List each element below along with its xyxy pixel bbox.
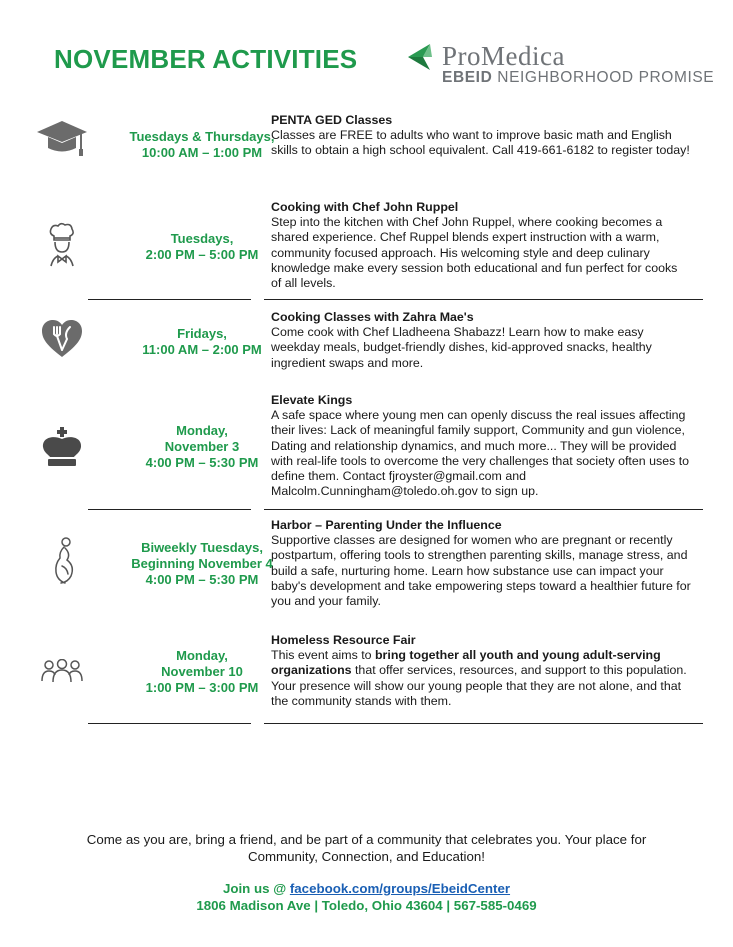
pregnant-woman-icon (34, 536, 90, 586)
activity-heading: Homeless Resource Fair (271, 633, 416, 647)
activity-body: This event aims to bring together all youth and young adult-serving organizations that offer services, resources, and support to this population. Your presence will show our young people that they are not alone, and that the community stands with them. (271, 648, 687, 708)
heart-utensils-icon (34, 319, 90, 359)
promedica-arrow-icon (406, 42, 436, 72)
page-title: NOVEMBER ACTIVITIES (54, 44, 358, 74)
activity-when: Monday, November 10 1:00 PM – 3:00 PM (145, 648, 259, 695)
chef-icon (34, 222, 90, 268)
join-line: Join us @ facebook.com/groups/EbeidCenter (222, 881, 511, 896)
activity-row (34, 518, 704, 613)
activity-when: Biweekly Tuesdays, Beginning November 4 4:00 PM – 5:30 PM (131, 540, 273, 587)
activity-row (34, 310, 704, 380)
activity-heading: Harbor – Parenting Under the Influence (271, 518, 502, 532)
activity-description (271, 200, 691, 291)
activity-row (34, 393, 704, 503)
row-divider (264, 723, 703, 724)
row-divider (264, 509, 703, 510)
activity-when: Fridays, 11:00 AM – 2:00 PM (142, 326, 262, 357)
activity-body: Come cook with Chef Lladheena Shabazz! Learn how to make easy weekday meals, budget-friendly dishes, kid-approved snacks, healthy ingredient swaps and more. (271, 325, 652, 370)
activity-heading: Cooking Classes with Zahra Mae's (271, 310, 474, 324)
footer-contact (0, 880, 733, 914)
row-divider (264, 299, 703, 300)
activity-row (34, 633, 704, 713)
logo-wordmark: ProMedica (442, 41, 565, 71)
footer-message: Come as you are, bring a friend, and be part of a community that celebrates you. Your place for Community, Connection, and Education! (86, 832, 647, 864)
group-people-icon (34, 659, 90, 683)
activity-body: A safe space where young men can openly discuss the real issues affecting their lives: Lack of meaningful family support, Community and gun violence, Dating and relationship dynamics, and much more... They will be provided with real-life tools to overcome the very challenges that society often uses to define them. Contact fjroyster@gmail.com and Malcolm.Cunningham@toledo.oh.gov to sign up. (271, 408, 690, 499)
activity-when: Monday, November 3 4:00 PM – 5:30 PM (145, 423, 259, 470)
activity-row (34, 113, 704, 193)
activity-body: Supportive classes are designed for women who are pregnant or recently postpartum, offering tools to strengthen parenting skills, manage stress, and build a safe, nurturing home. Learn how substance use can impact your baby's development and take empowering steps toward a healthier future for you and your family. (271, 533, 691, 609)
activity-description (271, 310, 691, 371)
row-divider (88, 509, 251, 510)
activity-row (34, 200, 704, 295)
activity-description (271, 113, 691, 159)
logo-subtitle: EBEID NEIGHBORHOOD PROMISE (442, 69, 715, 86)
promedica-logo (406, 40, 715, 92)
graduation-cap-icon (34, 117, 90, 161)
row-divider (88, 723, 251, 724)
activity-description (271, 518, 691, 609)
activity-body: Classes are FREE to adults who want to improve basic math and English skills to obtain a high school equivalent. Call 419-661-6182 to register today! (271, 128, 690, 158)
activity-description (271, 393, 691, 499)
activity-when: Tuesdays, 2:00 PM – 5:00 PM (145, 231, 259, 262)
chess-king-icon (34, 427, 90, 467)
activity-heading: Cooking with Chef John Ruppel (271, 200, 459, 214)
address-line: 1806 Madison Ave | Toledo, Ohio 43604 | 567-585-0469 (196, 898, 537, 913)
activity-body: Step into the kitchen with Chef John Ruppel, where cooking becomes a shared experience. Chef Ruppel blends expert instruction with a warm, community focused approach. His welcoming style and deep culinary knowledge make every session both educational and fun perfect for cooks of all levels. (271, 215, 678, 291)
activity-when: Tuesdays & Thursdays, 10:00 AM – 1:00 PM (129, 129, 275, 160)
row-divider (88, 299, 251, 300)
activity-heading: PENTA GED Classes (271, 113, 393, 127)
activity-heading: Elevate Kings (271, 393, 353, 407)
activity-description (271, 633, 691, 709)
facebook-link[interactable]: facebook.com/groups/EbeidCenter (289, 881, 511, 896)
